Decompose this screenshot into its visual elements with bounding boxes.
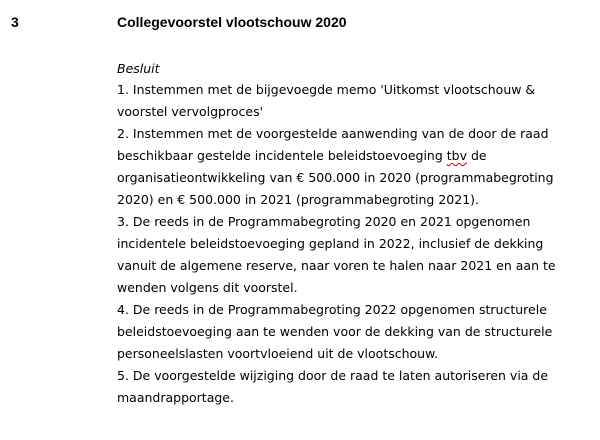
decision-heading: Besluit (117, 61, 160, 76)
decision-item-1-line-1: 1. Instemmen met de bijgevoegde memo 'Uitkomst vlootschouw & (117, 82, 536, 97)
decision-item-1 (117, 79, 587, 123)
decision-list (117, 79, 587, 409)
decision-item-1-line-2: voorstel vervolgproces' (117, 104, 264, 119)
decision-item-2-line-4: 2020) en € 500.000 in 2021 (programmabegroting 2021). (117, 192, 479, 207)
spellcheck-flagged-word[interactable]: tbv (446, 148, 467, 163)
decision-item-2 (117, 123, 587, 211)
agenda-item-number: 3 (11, 14, 19, 30)
decision-item-4-line-1: 4. De reeds in de Programmabegroting 2022 opgenomen structurele (117, 302, 547, 317)
decision-item-3-line-4: wenden volgens dit voorstel. (117, 280, 298, 295)
decision-item-3 (117, 211, 587, 299)
decision-item-2-line-2 (117, 145, 587, 167)
decision-item-2-line-2-text: beschikbaar gestelde incidentele beleidstoevoeging (117, 148, 447, 163)
decision-item-4-line-3: personeelslasten voortvloeiend uit de vlootschouw. (117, 346, 439, 361)
decision-item-5-line-1: 5. De voorgestelde wijziging door de raad te laten autoriseren via de (117, 368, 549, 383)
decision-item-3-line-1: 3. De reeds in de Programmabegroting 2020 en 2021 opgenomen (117, 214, 531, 229)
decision-item-4-line-2: beleidstoevoeging aan te wenden voor de dekking van de structurele (117, 324, 553, 339)
decision-item-3-line-2: incidentele beleidstoevoeging gepland in 2022, inclusief de dekking (117, 236, 544, 251)
decision-item-2-line-2-suffix: de (466, 148, 487, 163)
decision-item-5 (117, 365, 587, 409)
agenda-item-title: Collegevoorstel vlootschouw 2020 (117, 14, 347, 30)
decision-item-4 (117, 299, 587, 365)
decision-item-2-line-1: 2. Instemmen met de voorgestelde aanwending van de door de raad (117, 126, 549, 141)
decision-item-5-line-2: maandrapportage. (117, 390, 234, 405)
decision-item-2-line-3: organisatieontwikkeling van € 500.000 in 2020 (programmabegroting (117, 170, 554, 185)
decision-item-3-line-3: vanuit de algemene reserve, naar voren te halen naar 2021 en aan te (117, 258, 556, 273)
